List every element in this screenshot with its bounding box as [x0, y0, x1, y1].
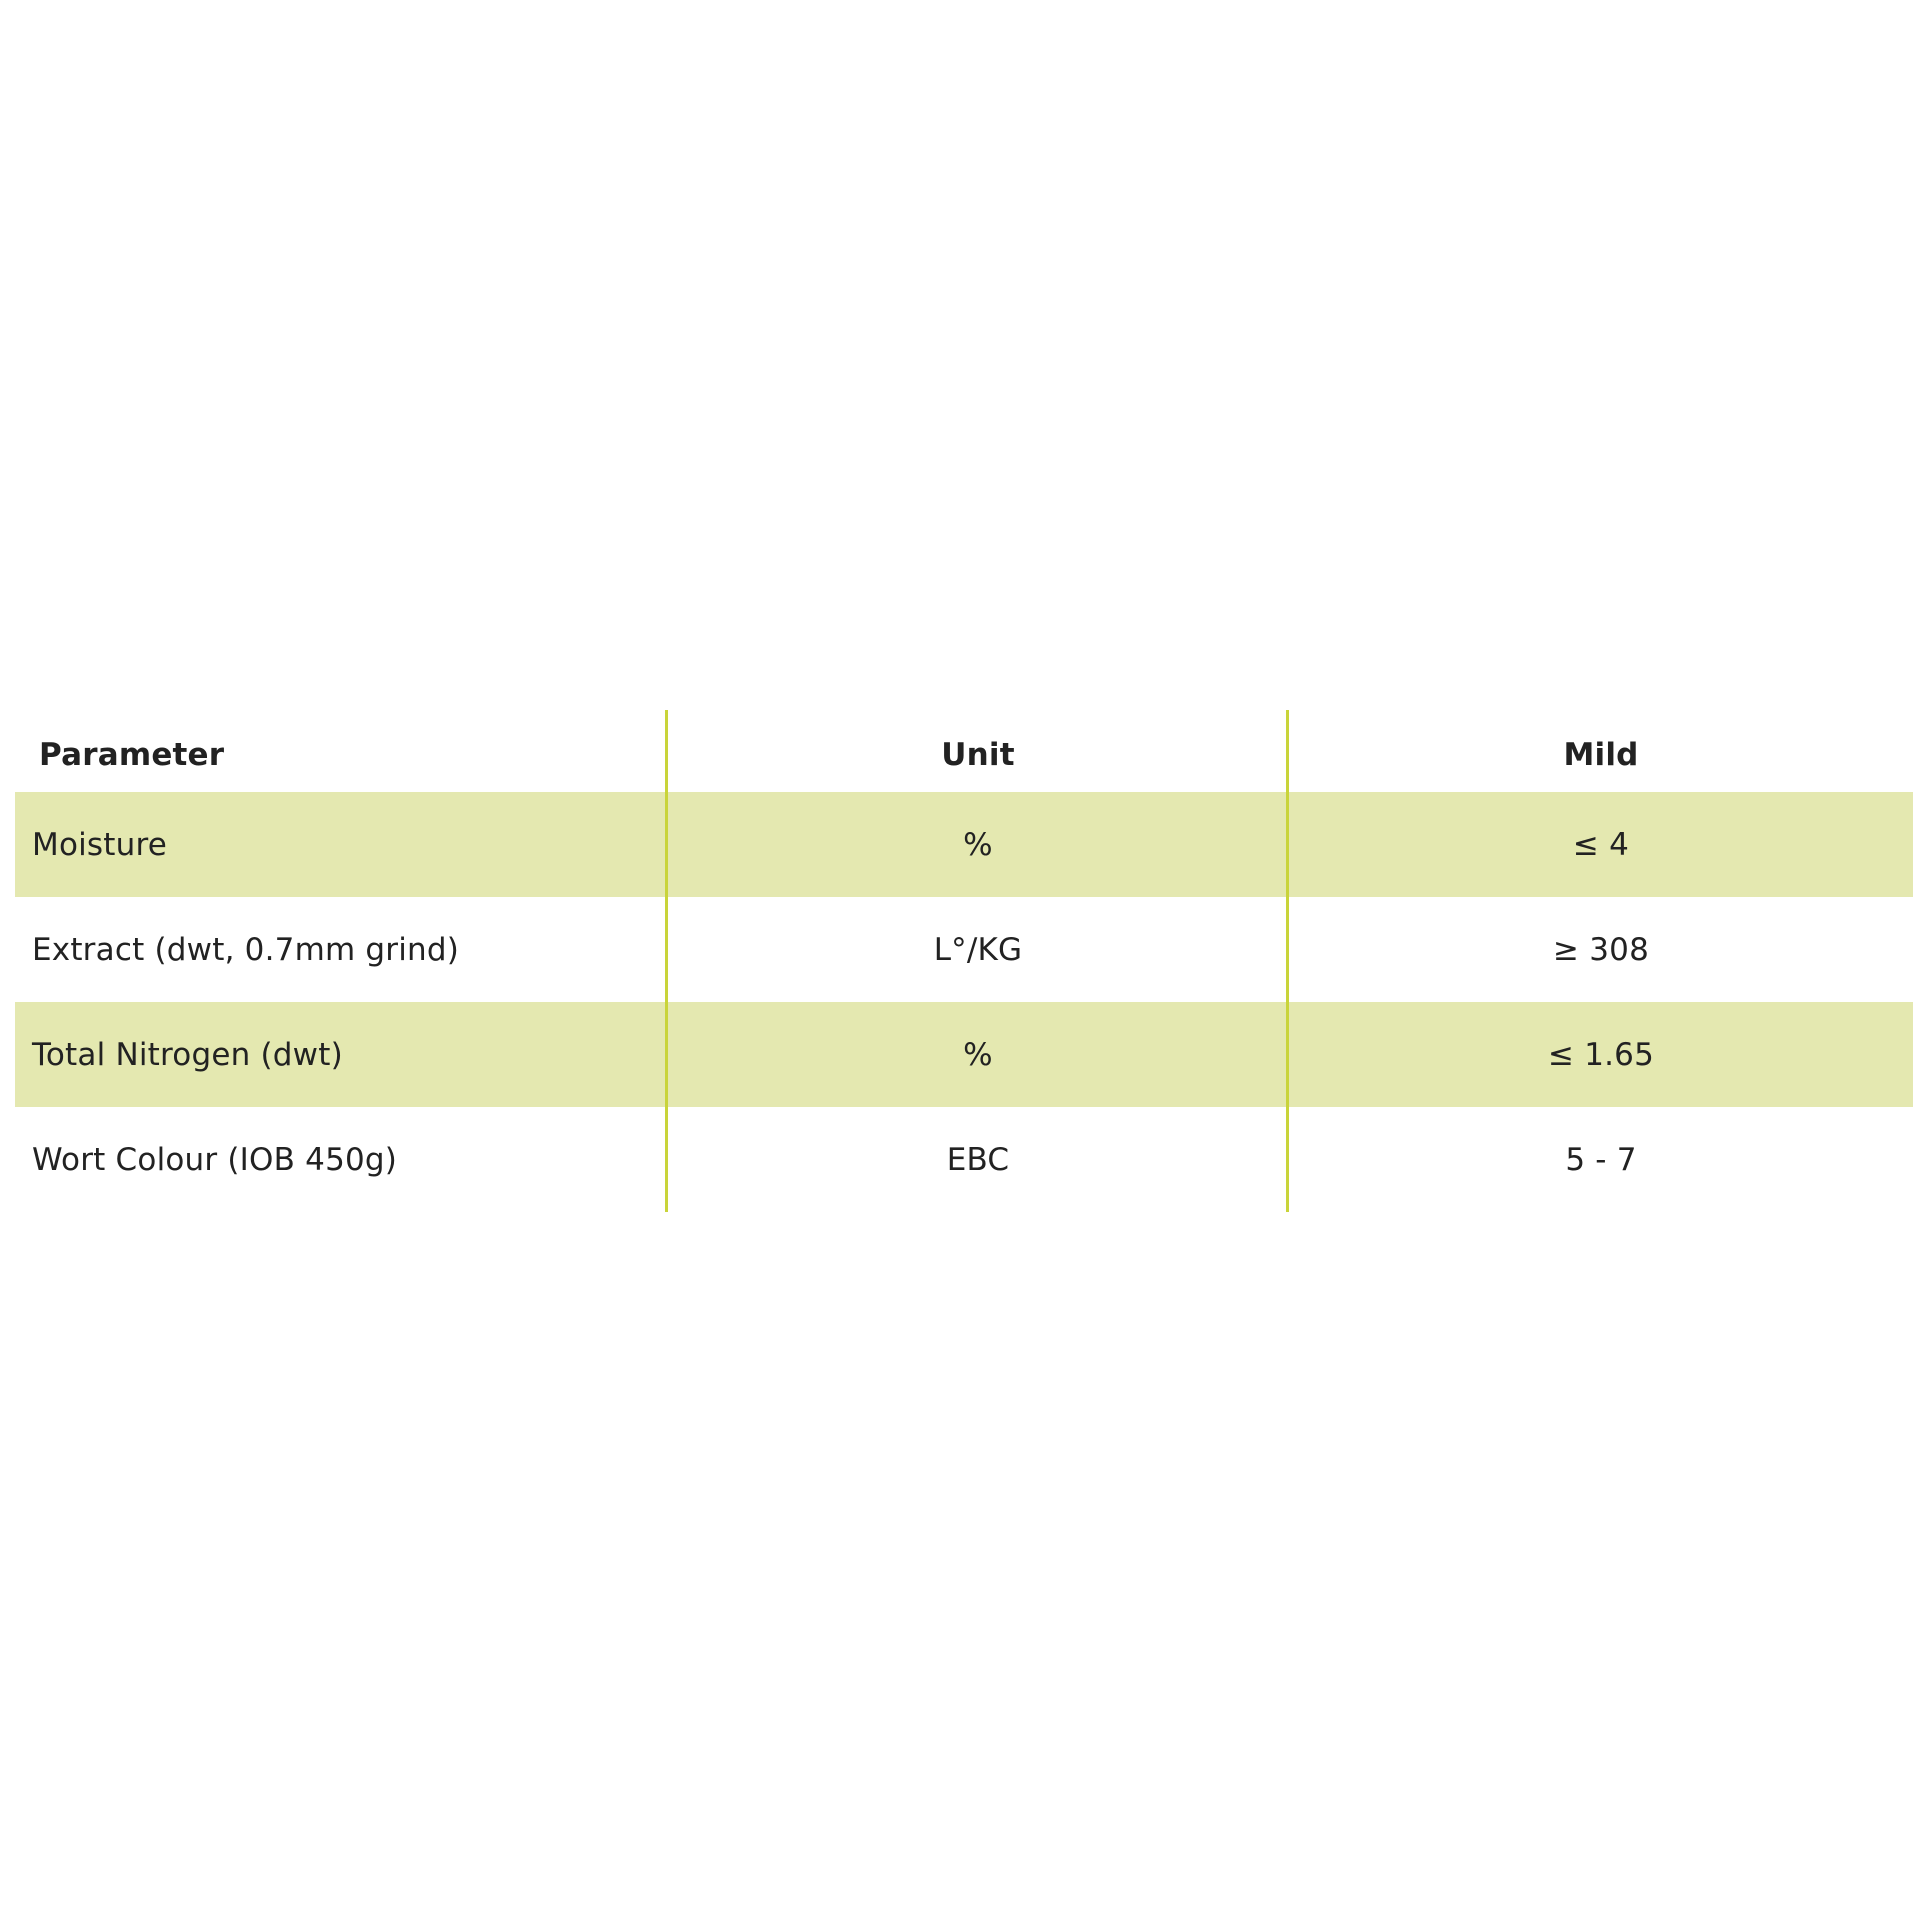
mild-cell: ≥ 308 [1553, 931, 1649, 968]
header-unit: Unit [941, 737, 1015, 773]
table-row [15, 1002, 1913, 1107]
parameter-cell: Extract (dwt, 0.7mm grind) [32, 931, 460, 968]
unit-cell: EBC [946, 1141, 1010, 1178]
header-parameter: Parameter [39, 737, 225, 773]
mild-cell: 5 - 7 [1565, 1141, 1637, 1178]
column-divider-1 [665, 710, 668, 1212]
parameter-cell: Total Nitrogen (dwt) [32, 1036, 343, 1073]
parameter-cell: Moisture [32, 826, 168, 863]
table-row [15, 1107, 1913, 1212]
table-header-row [15, 710, 1913, 792]
header-mild: Mild [1563, 737, 1639, 773]
mild-cell: ≤ 1.65 [1547, 1036, 1655, 1073]
mild-cell: ≤ 4 [1572, 826, 1630, 863]
unit-cell: % [963, 1036, 993, 1073]
table-row [15, 792, 1913, 897]
unit-cell: % [963, 826, 993, 863]
spec-table [15, 710, 1913, 1212]
column-divider-2 [1286, 710, 1289, 1212]
table-row [15, 897, 1913, 1002]
parameter-cell: Wort Colour (IOB 450g) [32, 1141, 398, 1178]
unit-cell: L°/KG [933, 931, 1023, 968]
